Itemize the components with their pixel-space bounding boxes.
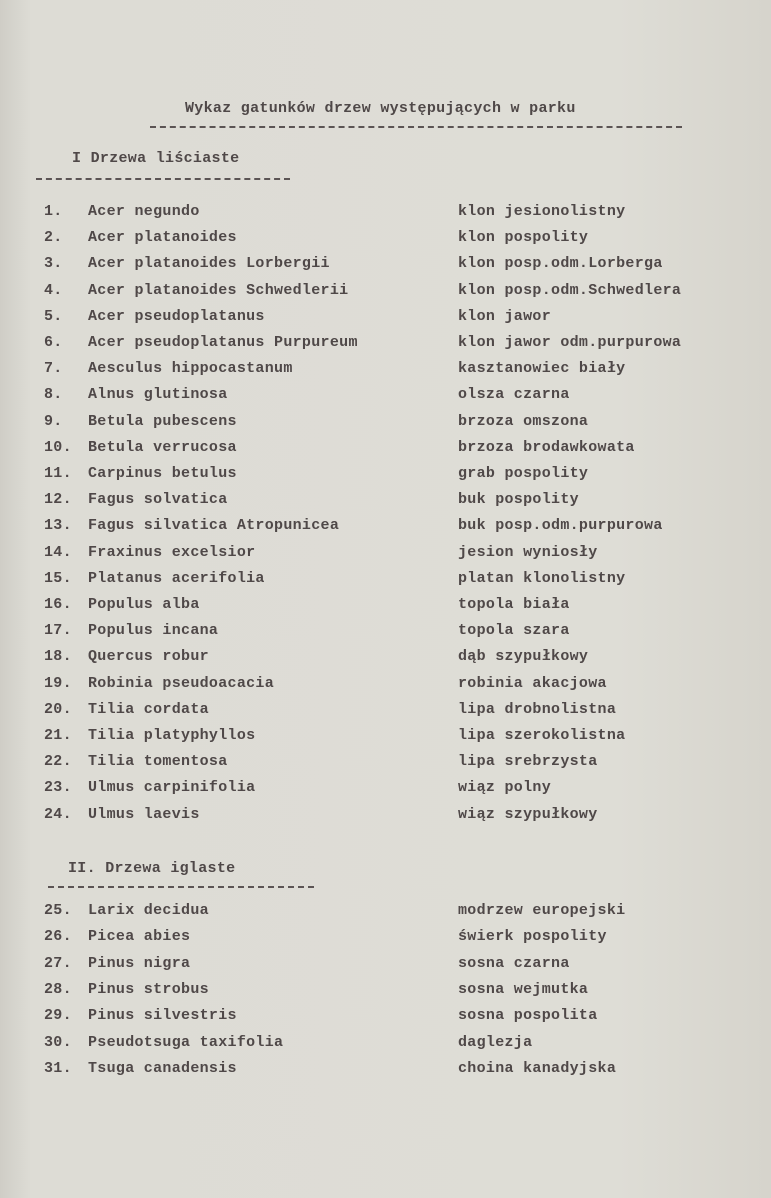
latin-name: Tilia cordata	[88, 700, 209, 718]
latin-name: Pinus silvestris	[88, 1007, 237, 1025]
list-item	[0, 981, 771, 1003]
item-number: 23.	[44, 779, 72, 797]
item-number: 10.	[44, 438, 72, 456]
item-number: 2.	[44, 229, 63, 247]
item-number: 3.	[44, 255, 63, 273]
latin-name: Pseudotsuga taxifolia	[88, 1033, 284, 1051]
item-number: 31.	[44, 1059, 72, 1077]
list-item	[0, 1007, 771, 1029]
item-number: 15.	[44, 569, 72, 587]
latin-name: Populus alba	[88, 596, 200, 613]
list-item	[0, 902, 771, 924]
item-number: 26.	[44, 928, 72, 946]
list-item	[0, 308, 771, 330]
item-number: 21.	[44, 727, 72, 744]
list-item	[0, 386, 771, 408]
polish-name: buk posp.odm.purpurowa	[458, 517, 663, 535]
section-heading-deciduous: I Drzewa liściaste	[72, 150, 240, 167]
item-number: 17.	[44, 622, 72, 640]
polish-name: wiąz polny	[458, 779, 552, 797]
list-item	[0, 465, 771, 487]
polish-name: topola biała	[458, 596, 570, 613]
latin-name: Acer pseudoplatanus Purpureum	[88, 334, 358, 351]
list-item	[0, 1034, 771, 1056]
item-number: 7.	[44, 360, 63, 378]
item-number: 30.	[44, 1033, 72, 1051]
list-item	[0, 648, 771, 670]
list-item	[0, 675, 771, 697]
polish-name: sosna czarna	[458, 954, 570, 972]
item-number: 28.	[44, 980, 72, 998]
latin-name: Quercus robur	[88, 648, 209, 666]
polish-name: dąb szypułkowy	[458, 648, 589, 666]
list-item	[0, 229, 771, 251]
item-number: 25.	[44, 902, 72, 919]
list-item	[0, 255, 771, 277]
item-number: 13.	[44, 517, 72, 535]
latin-name: Fagus solvatica	[88, 491, 228, 509]
list-item	[0, 491, 771, 513]
item-number: 11.	[44, 465, 72, 482]
document-title: Wykaz gatunków drzew występujących w parku	[185, 100, 576, 117]
latin-name: Tsuga canadensis	[88, 1059, 237, 1077]
latin-name: Ulmus carpinifolia	[88, 779, 256, 797]
list-item	[0, 955, 771, 977]
latin-name: Acer platanoides Lorbergii	[88, 255, 330, 273]
latin-name: Aesculus hippocastanum	[88, 360, 293, 378]
polish-name: modrzew europejski	[458, 902, 626, 919]
latin-name: Pinus nigra	[88, 954, 191, 972]
latin-name: Fraxinus excelsior	[88, 543, 256, 561]
polish-name: jesion wyniosły	[458, 543, 598, 561]
polish-name: klon jawor	[458, 307, 552, 325]
list-item	[0, 570, 771, 592]
polish-name: klon posp.odm.Schwedlera	[458, 281, 682, 299]
polish-name: sosna pospolita	[458, 1007, 598, 1025]
polish-name: świerk pospolity	[458, 928, 607, 946]
polish-name: buk pospolity	[458, 491, 579, 509]
polish-name: sosna wejmutka	[458, 980, 589, 998]
latin-name: Tilia tomentosa	[88, 753, 228, 771]
item-number: 20.	[44, 700, 72, 718]
latin-name: Betula verrucosa	[88, 438, 237, 456]
item-number: 19.	[44, 674, 72, 692]
list-item	[0, 334, 771, 356]
list-item	[0, 1060, 771, 1082]
latin-name: Carpinus betulus	[88, 465, 237, 482]
list-item	[0, 596, 771, 618]
latin-name: Ulmus laevis	[88, 805, 200, 823]
item-number: 1.	[44, 203, 63, 220]
item-number: 8.	[44, 386, 63, 404]
list-item	[0, 779, 771, 801]
polish-name: klon jawor odm.purpurowa	[458, 334, 682, 351]
latin-name: Betula pubescens	[88, 412, 237, 430]
latin-name: Robinia pseudoacacia	[88, 674, 275, 692]
polish-name: olsza czarna	[458, 386, 570, 404]
latin-name: Pinus strobus	[88, 980, 209, 998]
item-number: 27.	[44, 954, 72, 972]
item-number: 24.	[44, 805, 72, 823]
polish-name: brzoza omszona	[458, 412, 589, 430]
polish-name: klon pospolity	[458, 229, 589, 247]
polish-name: robinia akacjowa	[458, 674, 607, 692]
list-item	[0, 203, 771, 225]
item-number: 6.	[44, 334, 63, 351]
latin-name: Picea abies	[88, 928, 191, 946]
polish-name: lipa drobnolistna	[458, 700, 617, 718]
item-number: 29.	[44, 1007, 72, 1025]
latin-name: Platanus acerifolia	[88, 569, 265, 587]
item-number: 12.	[44, 491, 72, 509]
polish-name: daglezja	[458, 1033, 533, 1051]
polish-name: kasztanowiec biały	[458, 360, 626, 378]
list-item	[0, 928, 771, 950]
section-underline	[36, 178, 290, 180]
list-item	[0, 517, 771, 539]
latin-name: Acer pseudoplatanus	[88, 307, 265, 325]
latin-name: Acer platanoides	[88, 229, 237, 247]
polish-name: choina kanadyjska	[458, 1059, 617, 1077]
item-number: 9.	[44, 412, 63, 430]
item-number: 5.	[44, 307, 63, 325]
list-item	[0, 544, 771, 566]
list-item	[0, 282, 771, 304]
item-number: 14.	[44, 543, 72, 561]
latin-name: Tilia platyphyllos	[88, 727, 256, 744]
latin-name: Larix decidua	[88, 902, 209, 919]
section-underline	[48, 886, 314, 888]
item-number: 22.	[44, 753, 72, 771]
list-item	[0, 439, 771, 461]
list-item	[0, 360, 771, 382]
polish-name: klon posp.odm.Lorberga	[458, 255, 663, 273]
polish-name: grab pospolity	[458, 465, 589, 482]
latin-name: Fagus silvatica Atropunicea	[88, 517, 340, 535]
item-number: 4.	[44, 281, 63, 299]
section-heading-conifers: II. Drzewa iglaste	[68, 860, 236, 877]
polish-name: platan klonolistny	[458, 569, 626, 587]
polish-name: lipa szerokolistna	[458, 727, 626, 744]
list-item	[0, 701, 771, 723]
title-underline	[150, 126, 682, 128]
list-item	[0, 622, 771, 644]
polish-name: brzoza brodawkowata	[458, 438, 635, 456]
polish-name: topola szara	[458, 622, 570, 640]
item-number: 18.	[44, 648, 72, 666]
latin-name: Acer platanoides Schwedlerii	[88, 281, 349, 299]
list-item	[0, 727, 771, 749]
latin-name: Alnus glutinosa	[88, 386, 228, 404]
latin-name: Populus incana	[88, 622, 219, 640]
polish-name: lipa srebrzysta	[458, 753, 598, 771]
polish-name: wiąz szypułkowy	[458, 805, 598, 823]
list-item	[0, 806, 771, 828]
list-item	[0, 413, 771, 435]
latin-name: Acer negundo	[88, 203, 200, 220]
polish-name: klon jesionolistny	[458, 203, 626, 220]
item-number: 16.	[44, 596, 72, 613]
list-item	[0, 753, 771, 775]
